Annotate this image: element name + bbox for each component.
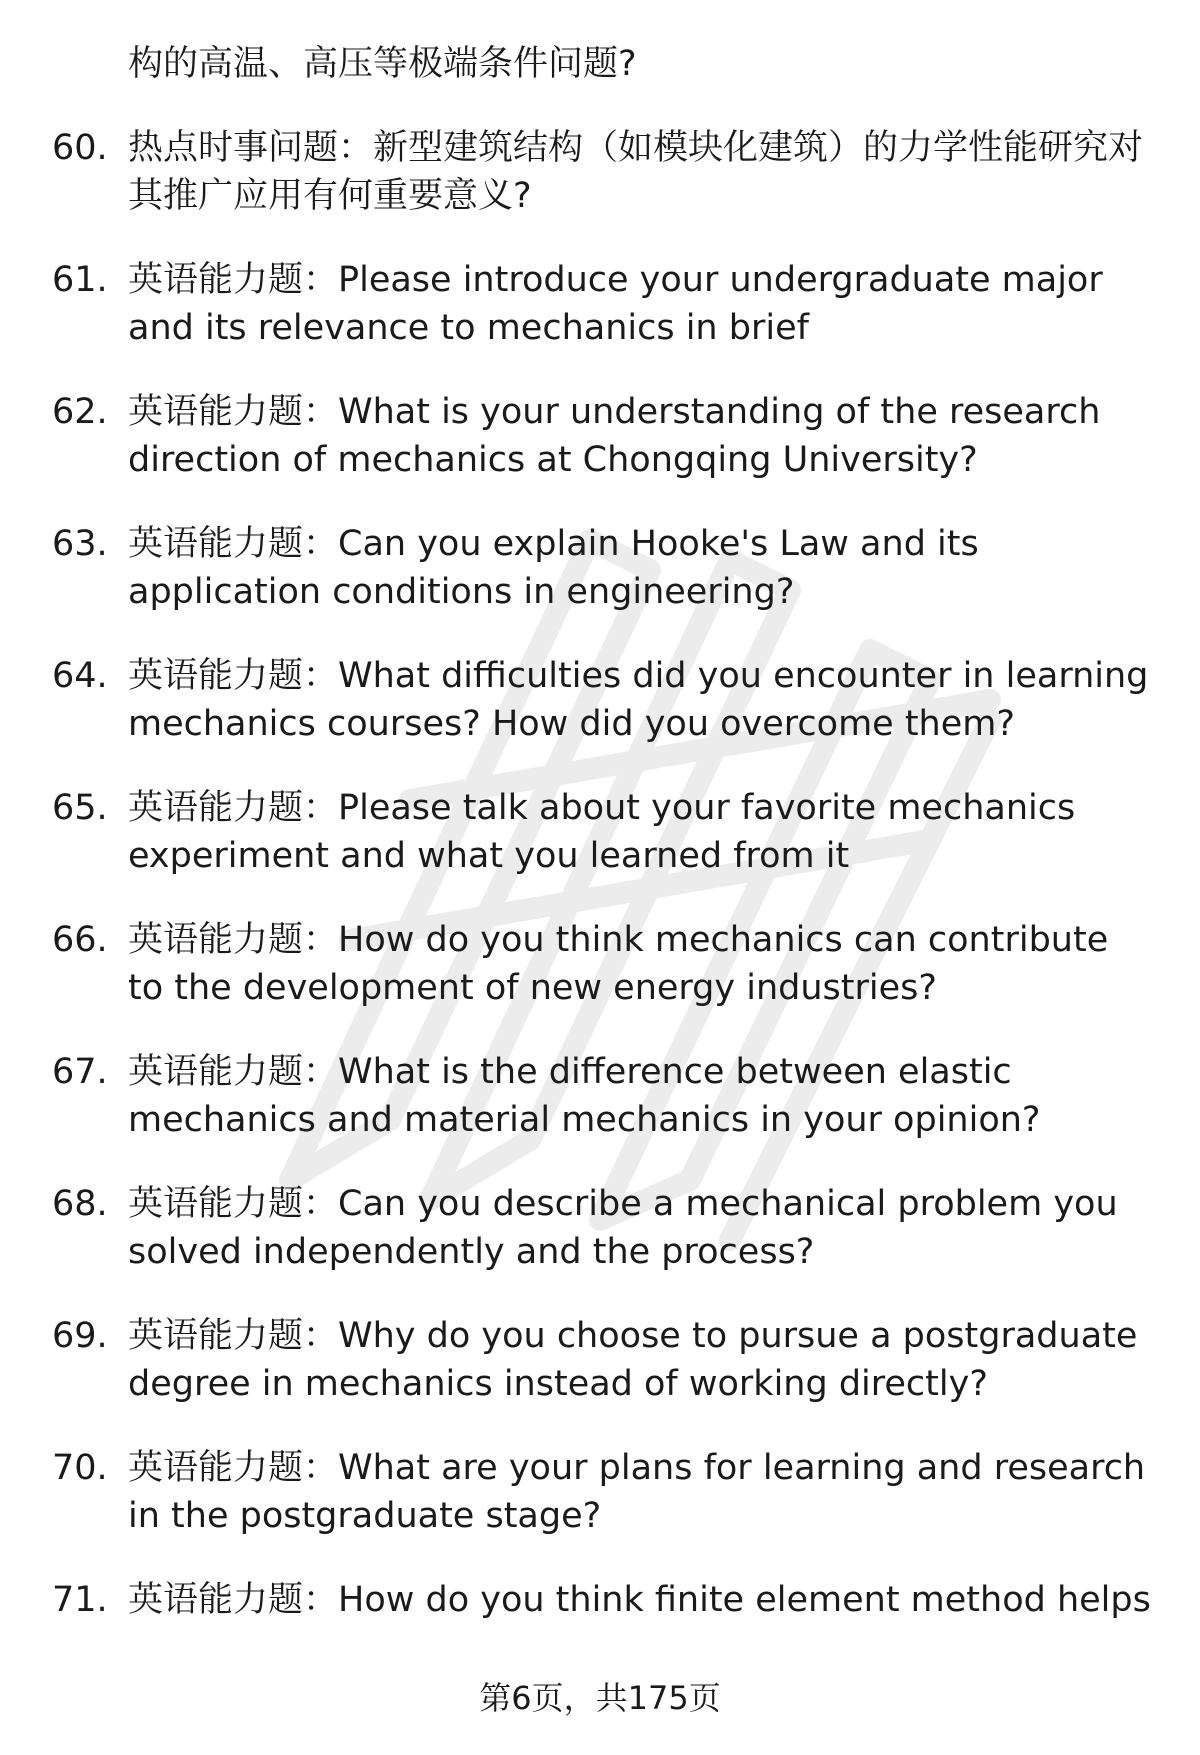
item-number: 69. <box>52 1316 108 1356</box>
item-number: 61. <box>52 260 108 300</box>
continued-question-text: 构的高温、高压等极端条件问题? <box>128 44 637 84</box>
item-text: 英语能力题：Why do you choose to pursue a postgraduate degree in mechanics instead of working directly? <box>128 1316 1138 1404</box>
list-item <box>0 124 1200 220</box>
item-text: 英语能力题：Can you describe a mechanical problem you solved independently and the process? <box>128 1184 1118 1272</box>
item-number: 64. <box>52 656 108 696</box>
list-item <box>0 1312 1200 1408</box>
item-number: 60. <box>52 128 108 168</box>
item-number: 71. <box>52 1580 108 1620</box>
list-item <box>0 652 1200 748</box>
item-number: 63. <box>52 524 108 564</box>
list-item <box>0 1180 1200 1276</box>
list-item <box>0 1444 1200 1540</box>
item-text: 英语能力题：What difficulties did you encounter in learning mechanics courses? How did you overcome them? <box>128 656 1149 744</box>
page-number-footer: 第6页，共175页 <box>479 1679 721 1717</box>
question-list <box>0 124 1200 1624</box>
list-item <box>0 1048 1200 1144</box>
item-number: 68. <box>52 1184 108 1224</box>
list-item <box>0 1576 1200 1624</box>
item-text: 英语能力题：Please talk about your favorite mechanics experiment and what you learned from it <box>128 788 1076 876</box>
list-item <box>0 256 1200 352</box>
list-item <box>0 388 1200 484</box>
item-text: 英语能力题：How do you think finite element method helps <box>128 1580 1151 1620</box>
list-item <box>0 784 1200 880</box>
list-item <box>0 916 1200 1012</box>
item-number: 66. <box>52 920 108 960</box>
item-text: 英语能力题：What is your understanding of the research direction of mechanics at Chongqing University? <box>128 392 1101 480</box>
item-text: 英语能力题：What is the difference between elastic mechanics and material mechanics in your opinion? <box>128 1052 1041 1140</box>
item-text: 英语能力题：Can you explain Hooke's Law and its application conditions in engineering? <box>128 524 979 612</box>
list-item <box>0 520 1200 616</box>
item-text: 英语能力题：What are your plans for learning and research in the postgraduate stage? <box>128 1448 1146 1536</box>
item-number: 67. <box>52 1052 108 1092</box>
item-number: 62. <box>52 392 108 432</box>
question-list-area <box>0 40 1200 1624</box>
item-number: 70. <box>52 1448 108 1488</box>
item-number: 65. <box>52 788 108 828</box>
item-text: 热点时事问题：新型建筑结构（如模块化建筑）的力学性能研究对其推广应用有何重要意义? <box>128 128 1144 216</box>
item-text: 英语能力题：Please introduce your undergraduate major and its relevance to mechanics in brief <box>128 260 1103 348</box>
item-text: 英语能力题：How do you think mechanics can contribute to the development of new energy industries? <box>128 920 1109 1008</box>
